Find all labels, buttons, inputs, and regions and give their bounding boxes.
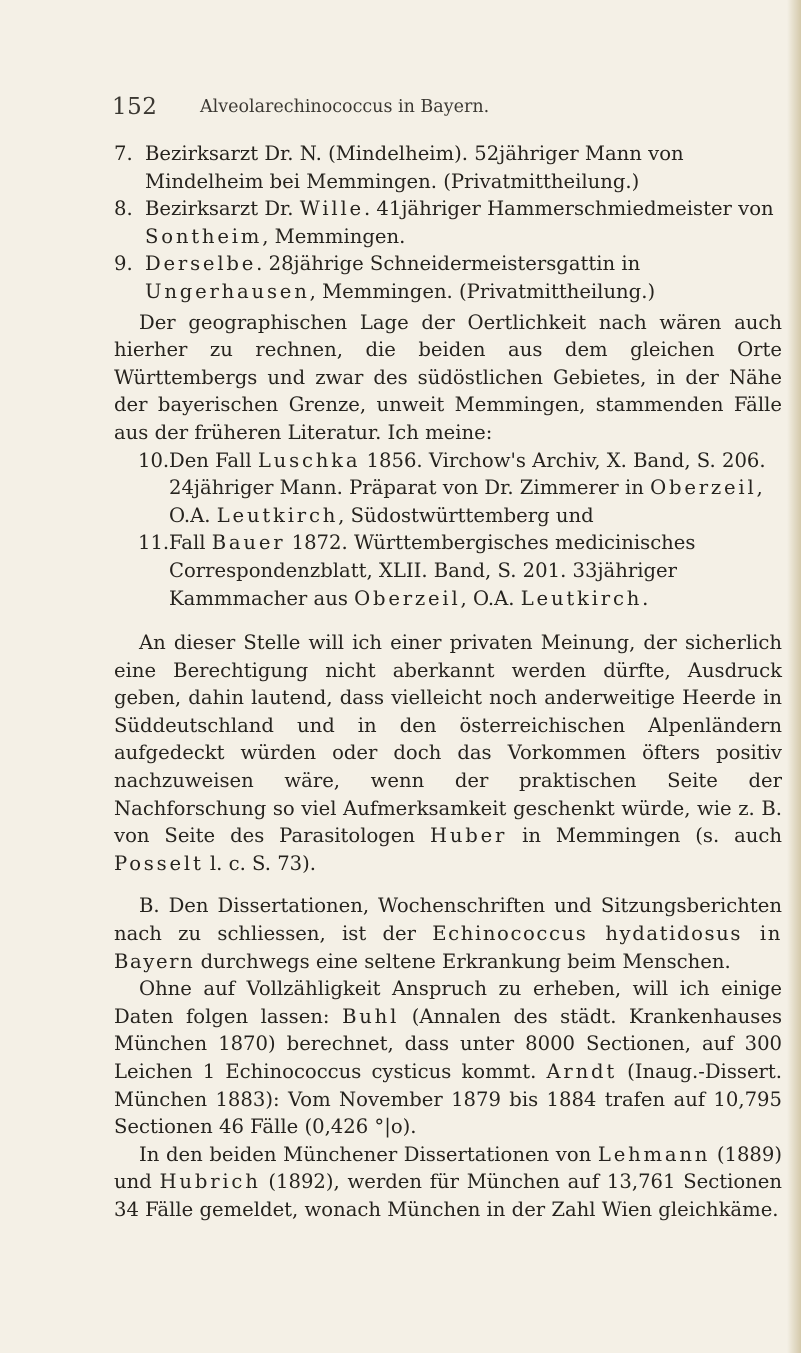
list-text: , Südostwürttemberg und bbox=[338, 503, 594, 527]
person-name: Hubrich bbox=[159, 1170, 261, 1194]
paragraph-text: (1892), werden für München auf 13,761 Sectionen 34 Fälle gemeldet, wonach München in der Zahl Wien gleichkäme. bbox=[114, 1170, 782, 1221]
paragraph-munich bbox=[114, 1141, 782, 1224]
person-name: Luschka bbox=[257, 448, 361, 472]
person-name: Posselt bbox=[114, 851, 204, 875]
list-item-7 bbox=[114, 140, 782, 195]
paragraph-text: B. Den Dissertationen, Wochenschriften und Sitzungsberichten nach zu schliessen, ist der bbox=[114, 894, 782, 946]
list-text: Bezirksarzt Dr. N. (Mindelheim). 52jähriger Mann von Mindelheim bei Memmingen. (Privatmittheilung.) bbox=[145, 142, 684, 193]
running-head: Alveolarechinococcus in Bayern. bbox=[200, 97, 490, 117]
paragraph-opinion bbox=[114, 629, 782, 877]
list-number: 9. bbox=[114, 252, 133, 276]
list-item-10 bbox=[138, 447, 782, 530]
paragraph-text: In den beiden Münchener Dissertationen von bbox=[139, 1142, 598, 1166]
paragraph-text: (Annalen des städt. Krankenhauses München 1870) berechnet, dass unter 8000 Sectionen, auf 300 Leichen 1 Echinococcus cysticus kommt. bbox=[114, 1004, 782, 1083]
list-number: 8. bbox=[114, 197, 133, 221]
list-text: . 28jährige Schneidermeistersgattin in bbox=[256, 252, 641, 276]
paragraph-text: Ohne auf Vollzähligkeit Anspruch zu erheben, will ich einige Daten folgen lassen: bbox=[114, 977, 782, 1028]
list-text: Fall bbox=[169, 531, 212, 555]
list-block-wuerttemberg bbox=[138, 447, 782, 613]
list-item-11 bbox=[138, 529, 782, 612]
list-text: . bbox=[642, 586, 649, 610]
person-name: Huber bbox=[429, 824, 508, 848]
list-text: Den Fall bbox=[169, 448, 258, 472]
list-text: , Memmingen. (Privatmittheilung.) bbox=[309, 279, 656, 303]
paragraph-text: in Memmingen (s. auch bbox=[507, 824, 782, 848]
place-name: Sontheim bbox=[145, 224, 263, 248]
paragraph-text: durchwegs eine seltene Erkrankung beim Menschen. bbox=[194, 949, 731, 973]
person-name: Derselbe bbox=[145, 252, 257, 276]
paragraph-geography: Der geographischen Lage der Oertlichkeit nach wären auch hierher zu rechnen, die beiden aus dem gleichen Orte Württembergs und zwar des südöstlichen Gebietes, in der Nähe der bayerischen Grenze, unweit Memmingen, stammenden Fälle aus der früheren Literatur. Ich meine: bbox=[114, 310, 782, 444]
paragraph-section-b bbox=[114, 892, 782, 975]
place-name: Leutkirch bbox=[216, 503, 339, 527]
place-name: Oberzeil bbox=[354, 586, 461, 610]
list-text: , O.A. bbox=[460, 586, 521, 610]
page-edge-shadow bbox=[787, 0, 801, 1353]
list-item-8 bbox=[114, 195, 782, 250]
person-name: Buhl bbox=[342, 1004, 400, 1028]
list-text: . 41jähriger Hammerschmiedmeister von bbox=[363, 197, 774, 221]
emphasized-term: Echinococcus hydatidosus in Bayern bbox=[114, 922, 782, 973]
paragraph-text: (Inaug.-Dissert. München 1883): Vom November 1879 bis 1884 trafen auf 10,795 Sectionen 46 Fälle (0,426 °|o). bbox=[114, 1060, 783, 1139]
paragraph-text: l. c. S. 73). bbox=[203, 851, 317, 875]
page-header bbox=[112, 94, 752, 128]
person-name: Wille bbox=[299, 197, 364, 221]
list-text: Bezirksarzt Dr. bbox=[145, 197, 300, 221]
list-text: 1856. Virchow's Archiv, X. Band, S. 206. 24jähriger Mann. Präparat von Dr. Zimmerer in bbox=[169, 448, 766, 500]
place-name: Oberzeil bbox=[650, 476, 757, 500]
place-name: Ungerhausen bbox=[145, 279, 310, 303]
list-text: , Memmingen. bbox=[262, 224, 406, 248]
list-number: 11. bbox=[138, 531, 170, 555]
list-text: , O.A. bbox=[169, 476, 763, 527]
paragraph-data bbox=[114, 975, 782, 1141]
person-name: Bauer bbox=[211, 531, 286, 555]
list-item-9 bbox=[114, 250, 782, 305]
page-number: 152 bbox=[112, 94, 158, 120]
person-name: Lehmann bbox=[597, 1142, 711, 1166]
paragraph-text: (1889) und bbox=[114, 1142, 782, 1194]
body-text bbox=[114, 140, 782, 1224]
list-text: 1872. Württembergisches medicinisches Correspondenzblatt, XLII. Band, S. 201. 33jähriger Kammmacher aus bbox=[169, 531, 696, 610]
paragraph-text: An dieser Stelle will ich einer privaten Meinung, der sicherlich eine Berechtigung nicht aberkannt werden dürfte, Ausdruck geben, dahin lautend, dass vielleicht noch anderweitige Heerde in Süddeutschland und in den österreichischen Alpenländern aufgedeckt würden oder doch das Vorkommen öfters positiv nachzuweisen wäre, wenn der praktischen Seite der Nachforschung so viel Aufmerksamkeit geschenkt würde, wie z. B. von Seite des Parasitologen bbox=[114, 631, 782, 848]
person-name: Arndt bbox=[546, 1060, 618, 1083]
list-number: 10. bbox=[138, 448, 170, 472]
list-number: 7. bbox=[114, 142, 133, 165]
place-name: Leutkirch bbox=[520, 586, 643, 610]
